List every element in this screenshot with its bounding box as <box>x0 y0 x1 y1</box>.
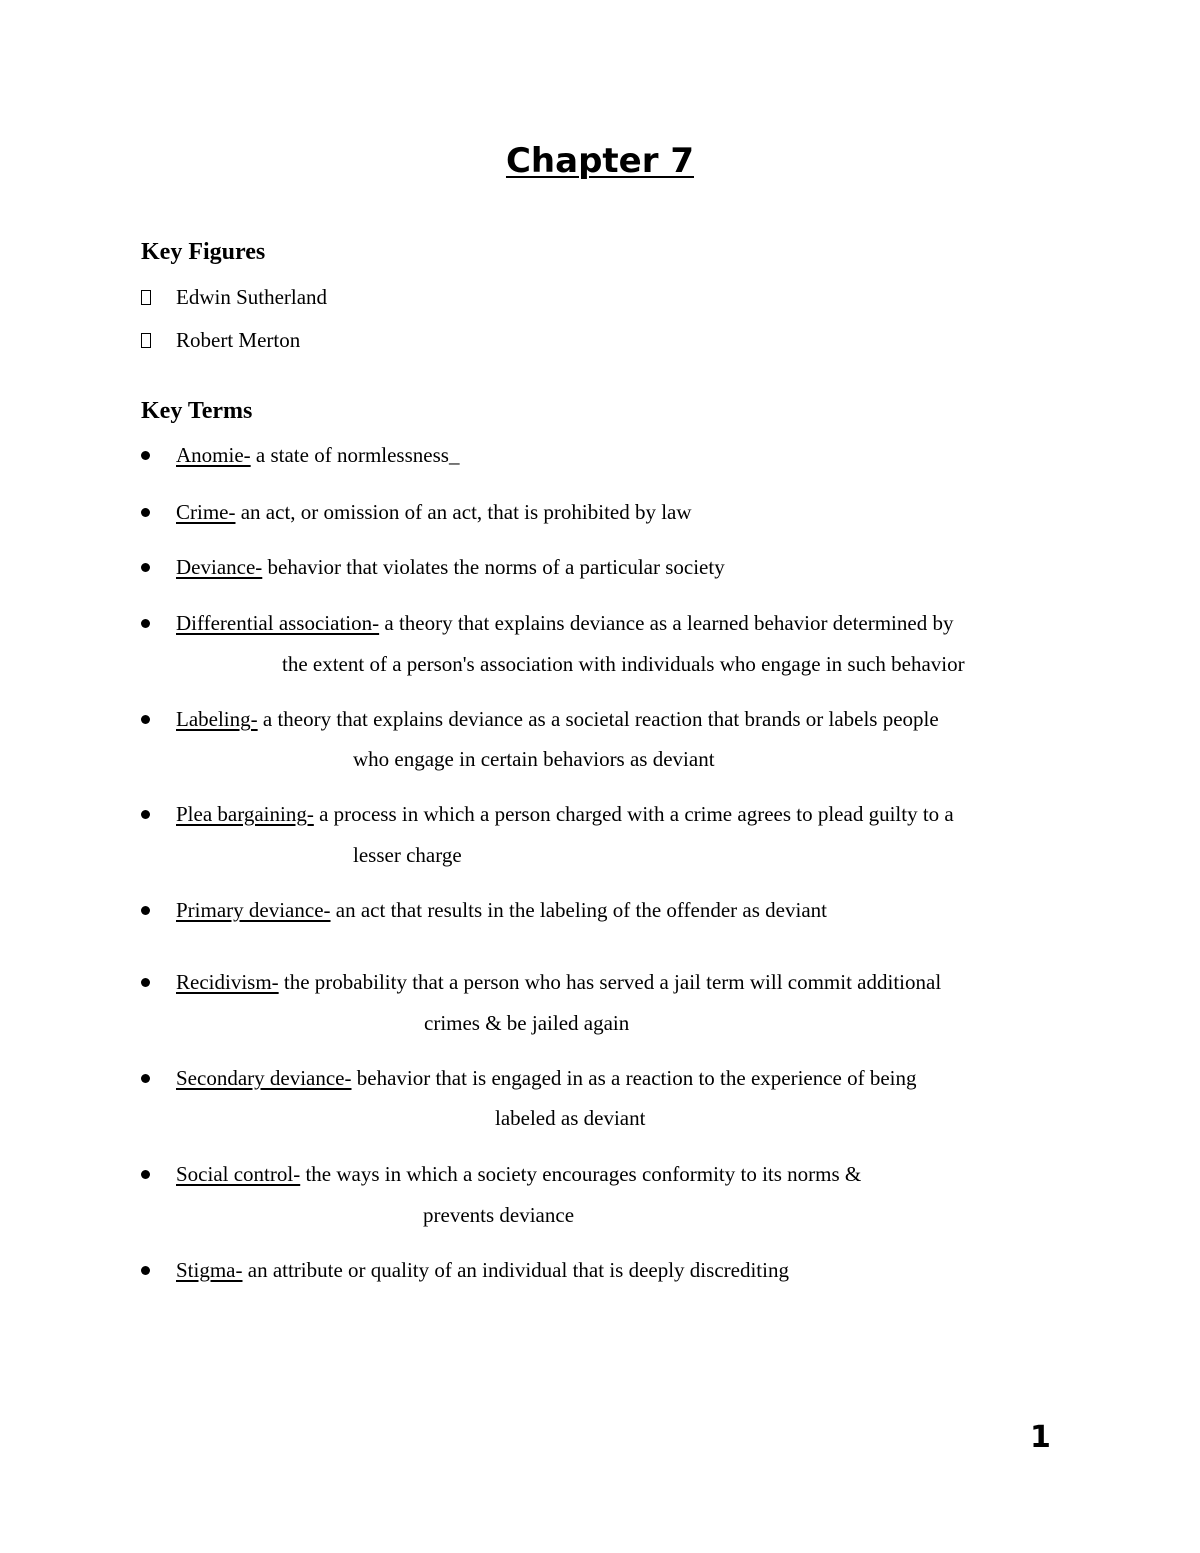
key-figures-heading: Key Figures <box>141 239 266 265</box>
key-term-name: Stigma- <box>176 1258 243 1282</box>
key-term-item <box>176 705 939 733</box>
key-term-item <box>176 1160 861 1188</box>
key-term-definition: the probability that a person who has served a jail term will commit additional <box>278 970 942 994</box>
key-term-continuation: prevents deviance <box>423 1203 575 1227</box>
bullet-dot-icon <box>141 1170 150 1179</box>
bullet-dot-icon <box>141 715 150 724</box>
key-term-name: Recidivism- <box>176 970 279 994</box>
key-term-name: Differential association- <box>176 611 380 635</box>
key-term-name: Deviance- <box>176 555 263 579</box>
key-term-continuation: the extent of a person's association with individuals who engage in such behavior <box>282 652 965 676</box>
key-term-item <box>176 1064 917 1092</box>
page-number: 1 <box>1030 1420 1051 1455</box>
key-term-item <box>176 553 725 581</box>
key-term-name: Plea bargaining- <box>176 802 314 826</box>
key-term-continuation: lesser charge <box>353 843 462 867</box>
key-figure-item: Edwin Sutherland <box>176 285 328 309</box>
key-term-item <box>176 498 692 526</box>
key-term-name: Anomie- <box>176 443 251 467</box>
key-term-definition: an act that results in the labeling of the offender as deviant <box>330 898 827 922</box>
key-term-definition: a state of normlessness <box>250 443 449 467</box>
missing-glyph-bullet-icon <box>141 290 151 305</box>
bullet-dot-icon <box>141 1266 150 1275</box>
key-term-item <box>176 896 827 924</box>
key-term-definition: a process in which a person charged with a crime agrees to plead guilty to a <box>313 802 954 826</box>
bullet-dot-icon <box>141 508 150 517</box>
key-term-definition: an attribute or quality of an individual that is deeply discrediting <box>242 1258 789 1282</box>
key-term-name: Labeling- <box>176 707 258 731</box>
bullet-dot-icon <box>141 978 150 987</box>
key-term-item <box>176 1256 789 1284</box>
bullet-dot-icon <box>141 563 150 572</box>
key-term-trailing-mark: _ <box>448 443 460 467</box>
key-term-definition: an act, or omission of an act, that is prohibited by law <box>235 500 692 524</box>
key-term-continuation: labeled as deviant <box>495 1106 646 1130</box>
key-term-continuation: crimes & be jailed again <box>424 1011 630 1035</box>
key-term-definition: behavior that is engaged in as a reaction to the experience of being <box>351 1066 917 1090</box>
key-terms-heading: Key Terms <box>141 398 253 424</box>
key-term-definition: a theory that explains deviance as a societal reaction that brands or labels people <box>257 707 939 731</box>
key-term-item <box>176 968 941 996</box>
key-term-name: Primary deviance- <box>176 898 331 922</box>
key-term-continuation: who engage in certain behaviors as deviant <box>353 747 715 771</box>
key-term-definition: a theory that explains deviance as a learned behavior determined by <box>379 611 954 635</box>
bullet-dot-icon <box>141 451 150 460</box>
bullet-dot-icon <box>141 810 150 819</box>
key-term-name: Crime- <box>176 500 236 524</box>
page-title <box>0 138 1200 184</box>
bullet-dot-icon <box>141 1074 150 1083</box>
missing-glyph-bullet-icon <box>141 333 151 348</box>
key-term-item <box>176 609 953 637</box>
key-term-item <box>176 800 954 828</box>
bullet-dot-icon <box>141 619 150 628</box>
key-term-item <box>176 441 459 469</box>
page-title-text: Chapter 7 <box>505 141 694 181</box>
bullet-dot-icon <box>141 906 150 915</box>
key-term-name: Social control- <box>176 1162 301 1186</box>
key-term-name: Secondary deviance- <box>176 1066 352 1090</box>
key-term-definition: behavior that violates the norms of a particular society <box>262 555 725 579</box>
key-figure-item: Robert Merton <box>176 328 301 352</box>
key-term-definition: the ways in which a society encourages conformity to its norms & <box>300 1162 862 1186</box>
